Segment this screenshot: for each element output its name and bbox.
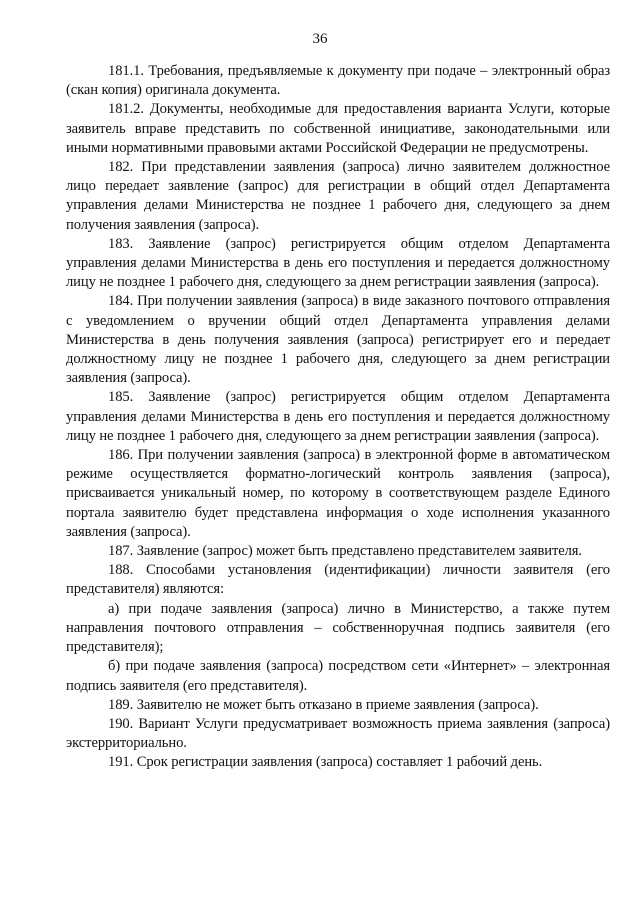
paragraph-191: 191. Срок регистрации заявления (запроса) составляет 1 рабочий день.: [108, 754, 543, 771]
paragraph-182: 182. При представлении заявления (запроса) лично заявителем должностное лицо передает заявление (запрос) для регистрации в общий отдел Департамента управления делами Министерства не позднее 1 рабочего дня, следующего за днем получения заявления (запроса).: [66, 159, 610, 233]
paragraph-185: 185. Заявление (запрос) регистрируется общим отделом Департамента управления делами Министерства в день его поступления и передается должностному лицу не позднее 1 рабочего дня, следующего за днем регистрации заявления (запроса).: [66, 389, 610, 444]
paragraph-189: 189. Заявителю не может быть отказано в приеме заявления (запроса).: [108, 696, 539, 713]
document-body: [66, 62, 610, 773]
paragraph-183: 183. Заявление (запрос) регистрируется общим отделом Департамента управления делами Министерства в день его поступления и передается должностному лицу не позднее 1 рабочего дня, следующего за днем регистрации заявления (запроса).: [66, 235, 610, 291]
paragraph-187: 187. Заявление (запрос) может быть представлено представителем заявителя.: [108, 543, 582, 560]
paragraph-188-b: б) при подаче заявления (запроса) посредством сети «Интернет» – электронная подпись заявителя (его представителя).: [66, 658, 610, 694]
paragraph-190: 190. Вариант Услуги предусматривает возможность приема заявления (запроса) экстерриториально.: [66, 715, 610, 752]
page-number: 36: [312, 31, 328, 47]
paragraph-188: 188. Способами установления (идентификации) личности заявителя (его представителя) являются:: [66, 562, 610, 598]
paragraph-186: 186. При получении заявления (запроса) в электронной форме в автоматическом режиме осуществляется форматно-логический контроль заявления (запроса), присваивается уникальный номер, по которому в соответствующем разделе Единого портала заявителю будет представлена информация о ходе исполнения указанного заявления (запроса).: [66, 447, 610, 540]
paragraph-181-1: 181.1. Требования, предъявляемые к документу при подаче – электронный образ (скан копия) оригинала документа.: [66, 63, 610, 99]
paragraph-184: 184. При получении заявления (запроса) в виде заказного почтового отправления с уведомлением о вручении общий отдел Департамента управления делами Министерства в день получения заявления (запроса) регистрирует его и передает должностному лицу не позднее 1 рабочего дня, следующего за днем регистрации заявления (запроса).: [66, 293, 610, 387]
paragraph-188-a: а) при подаче заявления (запроса) лично в Министерство, а также путем направления почтового отправления – собственноручная подпись заявителя (его представителя);: [66, 600, 610, 656]
paragraph-181-2: 181.2. Документы, необходимые для предоставления варианта Услуги, которые заявитель вправе представить по собственной инициативе, законодательными или иными нормативными правовыми актами Российской Федерации не предусмотрены.: [66, 101, 610, 156]
